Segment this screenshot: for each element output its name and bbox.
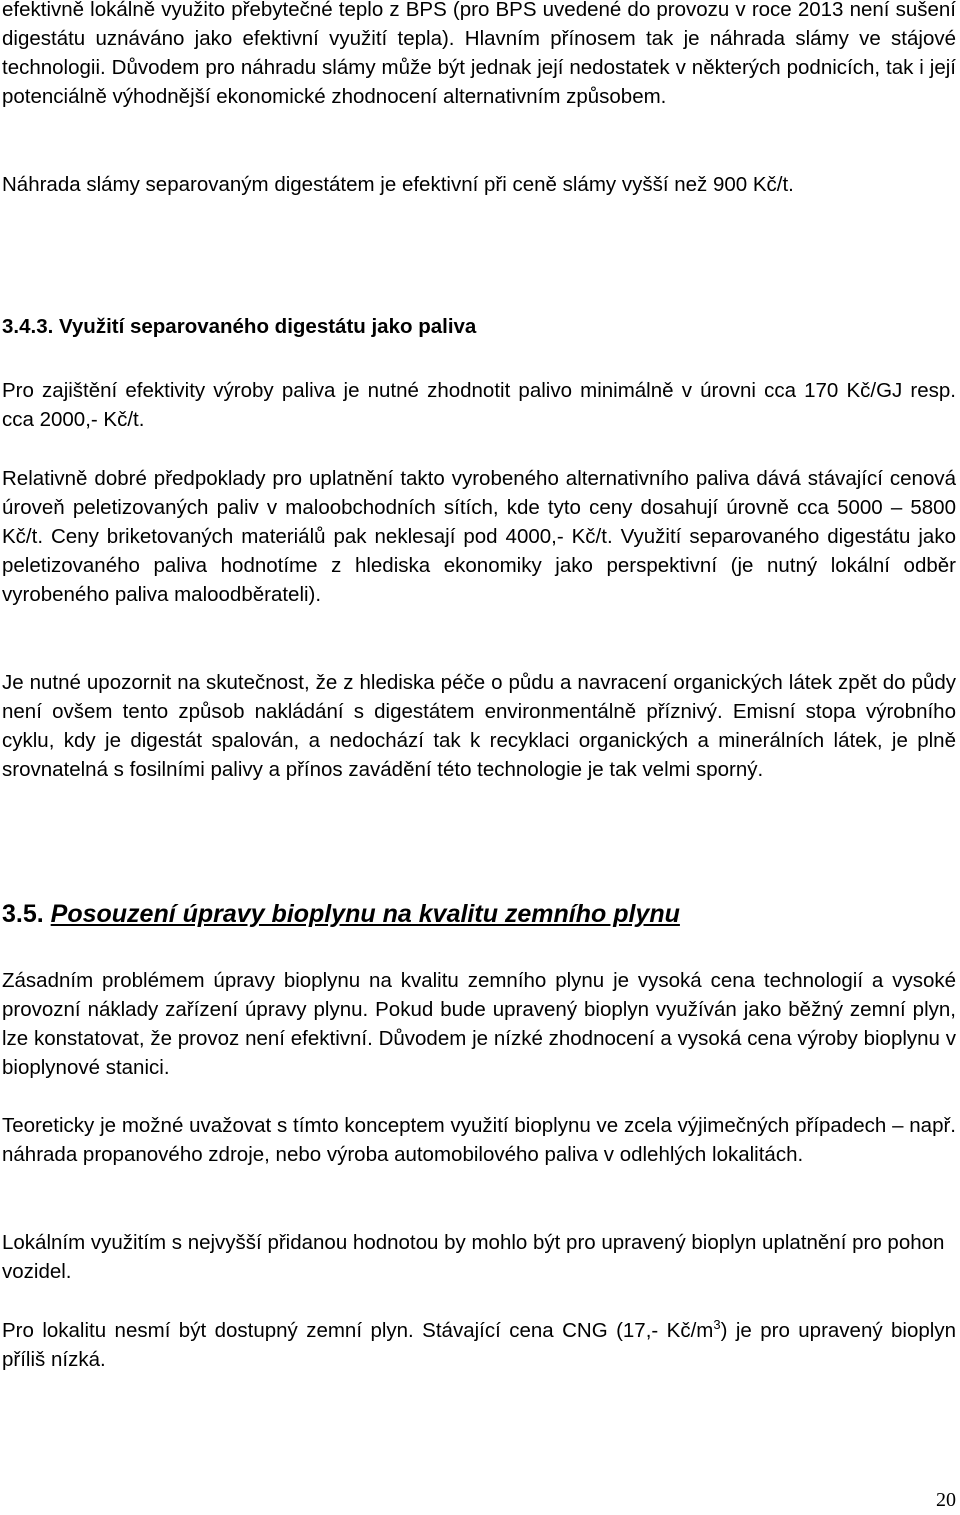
paragraph-biogas-upgrade-problem: Zásadním problémem úpravy bioplynu na kvalitu zemního plynu je vysoká cena technologií a vysoké provozní náklady zařízení úpravy plynu. Pokud bude upravený bioplyn využíván jako běžný zemní plyn, lze konstatovat, že provoz není efektivní. Důvodem je nízké zhodnocení a vysoká cena výroby bioplynu v bioplynové stanici.	[2, 969, 956, 1079]
paragraph-theoretical-use: Teoreticky je možné uvažovat s tímto konceptem využití bioplynu ve zcela výjimečných případech – např. náhrada propanového zdroje, nebo výroba automobilového paliva v odlehlých lokalitách.	[2, 1114, 956, 1166]
paragraph-straw-price: Náhrada slámy separovaným digestátem je efektivní při ceně slámy vyšší než 900 Kč/t.	[2, 173, 794, 196]
section-heading-3-5	[2, 898, 956, 930]
cng-text-before: Pro lokalitu nesmí být dostupný zemní plyn. Stávající cena CNG (17,- Kč/m	[2, 1319, 714, 1342]
paragraph-fuel-efficiency: Pro zajištění efektivity výroby paliva je nutné zhodnotit palivo minimálně v úrovni cca 170 Kč/GJ resp. cca 2000,- Kč/t.	[2, 379, 956, 431]
page-number: 20	[936, 1489, 956, 1511]
paragraph-cng-price	[2, 1316, 956, 1374]
paragraph-soil-care: Je nutné upozornit na skutečnost, že z hlediska péče o půdu a navracení organických látek zpět do půdy není ovšem tento způsob nakládání s digestátem environmentálně příznivý. Emisní stopa výrobního cyklu, kdy je digestát spalován, a nedochází tak k recyklaci organických a minerálních látek, je plně srovnatelná s fosilními palivy a přínos zavádění této technologie je tak velmi sporný.	[2, 671, 956, 781]
subheading-3-4-3: 3.4.3. Využití separovaného digestátu jako paliva	[2, 315, 477, 338]
cng-text-after: ) je pro upravený bioplyn příliš nízká.	[2, 1319, 956, 1371]
paragraph-pellet-prices: Relativně dobré předpoklady pro uplatnění takto vyrobeného alternativního paliva dává stávající cenová úroveň peletizovaných paliv v maloobchodních sítích, kde tyto ceny dosahují úrovně cca 5000 – 5800 Kč/t. Ceny briketovaných materiálů pak neklesají pod 4000,- Kč/t. Využití separovaného digestátu jako peletizovaného paliva hodnotíme z hlediska ekonomiky jako perspektivní (je nutný lokální odběr vyrobeného paliva maloodběrateli).	[2, 467, 956, 606]
paragraph-vehicle-fuel: Lokálním využitím s nejvyšší přidanou hodnotou by mohlo být pro upravený bioplyn uplatnění pro pohon vozidel.	[2, 1231, 945, 1283]
paragraph-straw-replacement-intro: efektivně lokálně využito přebytečné teplo z BPS (pro BPS uvedené do provozu v roce 2013 není sušení digestátu uznáváno jako efektivní využití tepla). Hlavním přínosem tak je náhrada slámy ve stájové technologii. Důvodem pro náhradu slámy může být jednak její nedostatek v některých podnicích, tak i její potenciálně výhodnější ekonomické zhodnocení alternativním způsobem.	[2, 0, 956, 108]
section-title: Posouzení úpravy bioplynu na kvalitu zemního plynu	[50, 900, 680, 928]
section-number: 3.5.	[2, 900, 44, 928]
cubic-superscript: 3	[713, 1317, 721, 1333]
